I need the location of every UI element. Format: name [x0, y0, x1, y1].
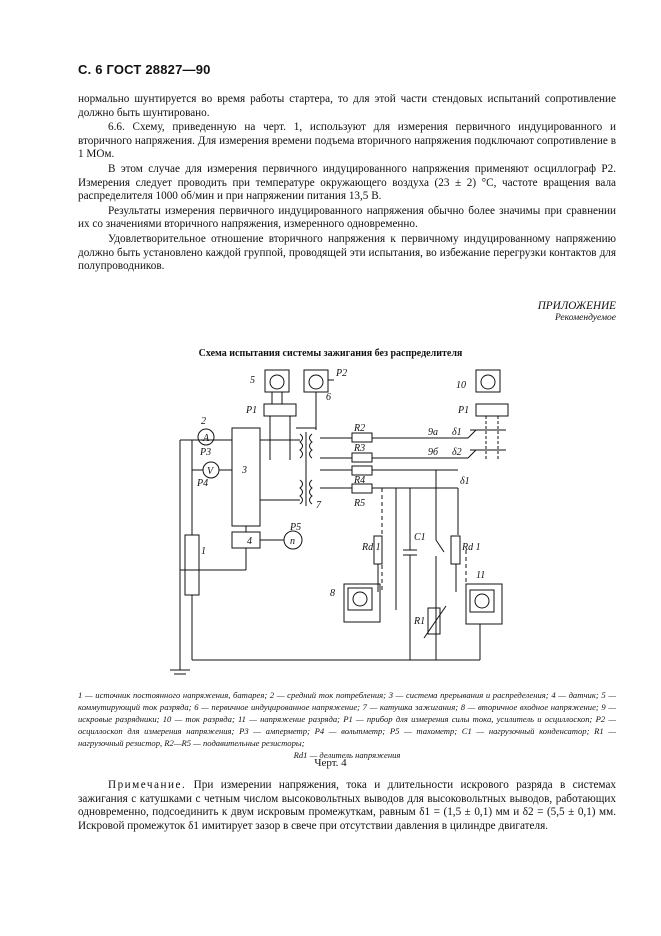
label-rd1-right: Rd 1	[462, 542, 481, 553]
paragraph: Удовлетворительное отношение вторичного напряжения к первичному индуцированному напряжению должно быть установлено каждой группой, проводящей эти испытания, во избежание перегрузки контактов для полупроводников.	[78, 232, 616, 273]
label-delta1-bottom: δ1	[460, 476, 470, 487]
paragraph: нормально шунтируется во время работы стартера, то для этой части стендовых испытаний сопротивление должно быть шунтировано.	[78, 93, 616, 119]
label-c1: C1	[414, 532, 426, 543]
label-p1-left: P1	[246, 405, 258, 416]
label-r5: R5	[354, 498, 366, 509]
appendix-label	[538, 300, 616, 324]
ammeter-symbol: A	[203, 433, 210, 444]
note	[78, 779, 616, 833]
appendix-subtitle: Рекомендуемое	[554, 313, 616, 323]
body-text	[78, 93, 616, 275]
voltmeter-symbol: V	[207, 466, 214, 477]
paragraph: 6.6. Схему, приведенную на черт. 1, используют для измерения первичного индуцированного и вторичного напряжения. Для измерения времени подъема вторичного напряжения подключают сопротивление в 1 МОм.	[78, 121, 616, 161]
appendix-title: ПРИЛОЖЕНИЕ	[537, 300, 616, 312]
label-2: 2	[201, 416, 206, 427]
paragraph: Результаты измерения первичного индуцированного напряжения обычно более значимы при сравнении их со значениями вторичного напряжения, измеренного одновременно.	[78, 204, 616, 231]
paragraph: В этом случае для измерения первичного индуцированного напряжения применяют осциллограф P2. Измерения следует проводить при температуре окружающего воздуха (23 ± 2) °С, частоте вращения вала распределителя 1000 об/мин и при напряжении питания 13,5 В.	[78, 162, 616, 203]
tachometer-symbol: n	[290, 536, 295, 547]
label-9a: 9а	[428, 427, 438, 438]
figure-title: Схема испытания системы зажигания без распределителя	[198, 348, 463, 359]
label-p3: P3	[200, 447, 212, 458]
label-p4: P4	[197, 478, 209, 489]
label-p1-right: P1	[458, 405, 470, 416]
label-5: 5	[250, 375, 255, 386]
note-text: При измерении напряжения, тока и длительности искрового разряда в системах зажигания с катушками с четным числом высоковольтных выводов для высоковольтных выводов, работающих одновременно, подсоединить к двум искровым промежуткам, равным δ1 = (1,5 ± 0,1) мм и δ2 = (5,5 ± 0,1) мм. Искровой промежуток δ1 имитирует зазор в свече при отсутствии давления в цилиндре двигателя.	[78, 779, 616, 832]
figure-caption: Черт. 4	[314, 757, 347, 769]
label-4: 4	[247, 536, 252, 547]
label-3: 3	[242, 465, 247, 476]
legend-last-line: Rd1 — делитель напряжения	[293, 750, 401, 760]
figure-legend	[78, 689, 616, 761]
label-r2: R2	[354, 423, 366, 434]
label-8: 8	[330, 588, 335, 599]
label-6: 6	[326, 392, 331, 403]
label-r3: R3	[354, 443, 366, 454]
label-11: 11	[476, 570, 486, 581]
scheme-labels	[196, 368, 485, 627]
label-delta1-top: δ1	[452, 427, 462, 438]
label-10: 10	[456, 380, 466, 391]
label-r1: R1	[414, 616, 426, 627]
page-header: С. 6 ГОСТ 28827—90	[78, 62, 211, 77]
label-p5: P5	[290, 522, 302, 533]
label-7: 7	[316, 500, 321, 511]
label-9b: 9б	[428, 447, 439, 458]
label-p2: P2	[336, 368, 348, 379]
label-1: 1	[201, 546, 206, 557]
ignition-test-scheme	[0, 360, 661, 680]
label-delta2: δ2	[452, 447, 462, 458]
legend-text: 1 — источник постоянного напряжения, батарея; 2 — средний ток потребления; 3 — система прерывания и распределения; 4 — датчик; 5 — коммутирующий ток разряда; 6 — первичное индуцированное напряжение; 7 — катушка зажигания; 8 — вторичное входное напряжение; 9 — искровые разрядники; 10 — ток разряда; 11 — напряжение разряда; P1 — прибор для измерения силы тока, усилитель и осциллоскоп; P2 — осциллоскоп для измерения напряжения; P3 — амперметр; P4 — вольтметр; P5 — тахометр; C1 — нагрузочный конденсатор; R1 — нагрузочный резистор, R2—R5 — подавительные резисторы;	[78, 690, 616, 748]
label-rd1-left: Rd 1	[362, 542, 381, 553]
note-lead: Примечание.	[108, 779, 187, 791]
label-r4: R4	[354, 475, 366, 486]
